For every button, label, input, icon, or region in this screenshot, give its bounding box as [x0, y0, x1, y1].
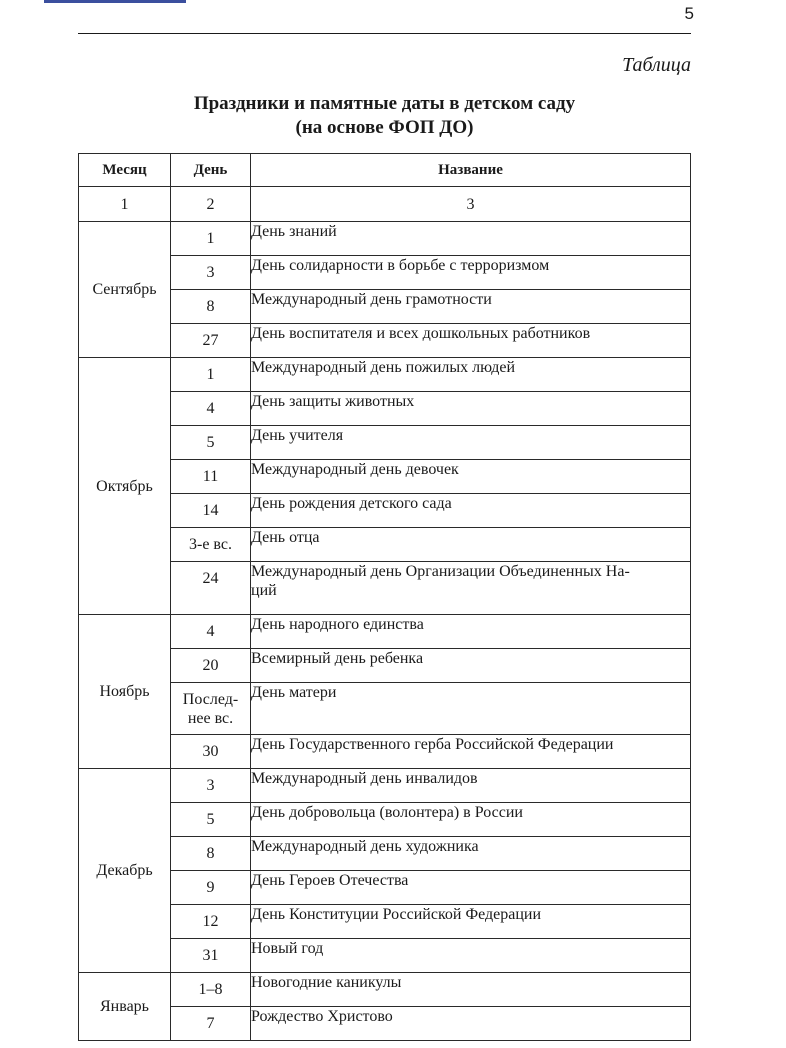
page-number: 5	[684, 4, 694, 23]
holiday-name-cell: День матери	[251, 683, 691, 735]
day-cell: 3	[171, 769, 251, 803]
holiday-name-cell: День рождения детского сада	[251, 494, 691, 528]
day-cell: 5	[171, 426, 251, 460]
day-line-1: Послед-	[182, 691, 239, 708]
day-cell	[171, 683, 251, 735]
day-cell: 11	[171, 460, 251, 494]
holiday-name-cell: Рождество Христово	[251, 1007, 691, 1041]
title-line-2: (на основе ФОП ДО)	[295, 117, 474, 138]
table-label: Таблица	[622, 54, 691, 76]
table-row	[79, 735, 691, 769]
column-number-2: 2	[171, 187, 251, 222]
holiday-name-cell: День Государственного герба Российской Федерации	[251, 735, 691, 769]
table-row	[79, 494, 691, 528]
table-row	[79, 290, 691, 324]
table-row	[79, 426, 691, 460]
table-title	[78, 92, 691, 140]
table-header-row	[79, 154, 691, 187]
table-row	[79, 837, 691, 871]
table-row	[79, 649, 691, 683]
month-cell: Ноябрь	[79, 615, 171, 769]
holiday-name-cell: Международный день художника	[251, 837, 691, 871]
table-row	[79, 683, 691, 735]
table-row	[79, 939, 691, 973]
table-row	[79, 528, 691, 562]
top-accent-bar	[44, 0, 186, 3]
holiday-name-cell: День народного единства	[251, 615, 691, 649]
table-row	[79, 769, 691, 803]
day-cell: 9	[171, 871, 251, 905]
header-month: Месяц	[79, 154, 171, 187]
table-row	[79, 803, 691, 837]
holiday-name-cell: Международный день инвалидов	[251, 769, 691, 803]
holiday-name-cell: День солидарности в борьбе с терроризмом	[251, 256, 691, 290]
day-cell: 14	[171, 494, 251, 528]
table-row	[79, 562, 691, 615]
table-row	[79, 871, 691, 905]
table-row	[79, 615, 691, 649]
header-day: День	[171, 154, 251, 187]
day-cell: 27	[171, 324, 251, 358]
holiday-name-cell: Международный день пожилых людей	[251, 358, 691, 392]
table-row	[79, 1007, 691, 1041]
day-cell: 7	[171, 1007, 251, 1041]
holiday-name-cell: Новый год	[251, 939, 691, 973]
table-row	[79, 358, 691, 392]
holiday-name-cell: День учителя	[251, 426, 691, 460]
day-cell: 5	[171, 803, 251, 837]
table-row	[79, 905, 691, 939]
table-row	[79, 256, 691, 290]
holiday-name-cell: День Героев Отечества	[251, 871, 691, 905]
day-cell: 1	[171, 222, 251, 256]
day-cell: 30	[171, 735, 251, 769]
month-cell: Октябрь	[79, 358, 171, 615]
holiday-name-cell: День знаний	[251, 222, 691, 256]
holiday-name-line-2: ций	[251, 582, 277, 599]
day-cell: 31	[171, 939, 251, 973]
day-cell: 24	[171, 562, 251, 615]
table-row	[79, 324, 691, 358]
day-cell: 8	[171, 290, 251, 324]
day-cell: 3-е вс.	[171, 528, 251, 562]
holiday-name-cell: Международный день девочек	[251, 460, 691, 494]
day-cell: 3	[171, 256, 251, 290]
holidays-table	[78, 153, 691, 1041]
day-cell: 1–8	[171, 973, 251, 1007]
header-rule	[78, 33, 691, 34]
holiday-name-cell: День отца	[251, 528, 691, 562]
day-cell: 20	[171, 649, 251, 683]
column-number-1: 1	[79, 187, 171, 222]
day-cell: 12	[171, 905, 251, 939]
header-name: Название	[251, 154, 691, 187]
month-cell: Сентябрь	[79, 222, 171, 358]
month-cell: Январь	[79, 973, 171, 1041]
day-cell: 4	[171, 392, 251, 426]
column-number-row	[79, 187, 691, 222]
holiday-name-cell: День Конституции Российской Федерации	[251, 905, 691, 939]
month-cell: Декабрь	[79, 769, 171, 973]
day-line-2: нее вс.	[187, 710, 234, 727]
holiday-name-cell: Международный день грамотности	[251, 290, 691, 324]
holiday-name-cell: День воспитателя и всех дошкольных работников	[251, 324, 691, 358]
title-line-1: Праздники и памятные даты в детском саду	[193, 93, 576, 114]
holiday-name-cell: День защиты животных	[251, 392, 691, 426]
holiday-name-cell: День добровольца (волонтера) в России	[251, 803, 691, 837]
table-row	[79, 222, 691, 256]
day-cell: 1	[171, 358, 251, 392]
table-row	[79, 392, 691, 426]
holiday-name-cell: Всемирный день ребенка	[251, 649, 691, 683]
holiday-name-cell: Новогодние каникулы	[251, 973, 691, 1007]
day-cell: 4	[171, 615, 251, 649]
day-cell: 8	[171, 837, 251, 871]
column-number-3: 3	[251, 187, 691, 222]
holiday-name-cell	[251, 562, 691, 615]
table-row	[79, 460, 691, 494]
table-row	[79, 973, 691, 1007]
holiday-name-line-1: Международный день Организации Объединенных На-	[251, 563, 630, 580]
